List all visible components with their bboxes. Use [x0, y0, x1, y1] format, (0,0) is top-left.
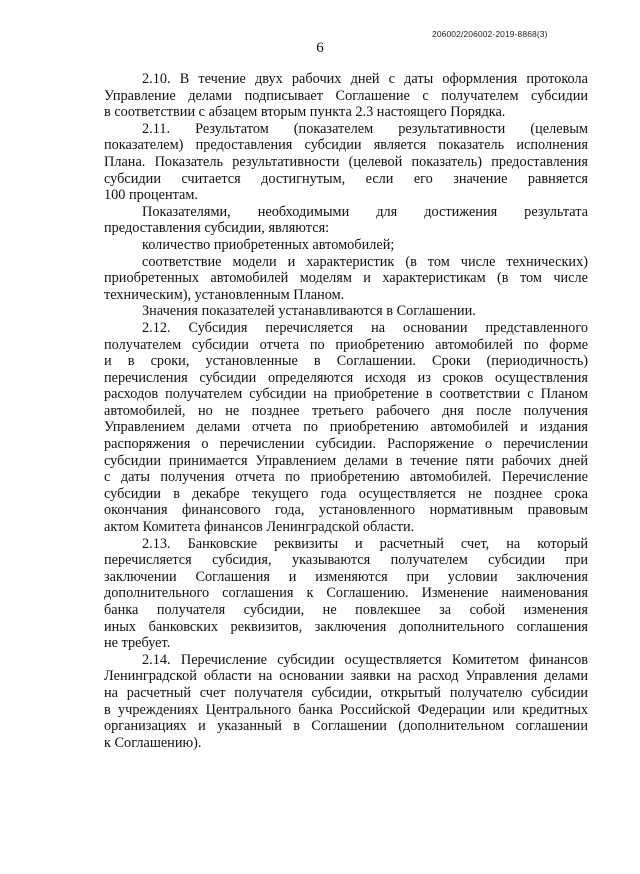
- body-text-line: соответствие модели и характеристик (в том числе технических): [142, 253, 588, 270]
- body-text-line: Показателями, необходимыми для достижения результата: [142, 203, 588, 220]
- body-text-line: расходов получателем субсидии на приобретение в соответствии с Планом: [104, 386, 588, 403]
- body-text-line: Управлением делами отчета по приобретению автомобилей и издания: [104, 419, 588, 436]
- body-text-line: 2.13. Банковские реквизиты и расчетный счет, на который: [142, 535, 588, 552]
- body-text-line: 100 процентам.: [104, 187, 199, 204]
- body-text-line: Значения показателей устанавливаются в Соглашении.: [142, 303, 476, 320]
- body-text-line: показателем) предоставления субсидии является показатель исполнения: [104, 137, 588, 154]
- body-text-line: субсидии принимается Управлением делами в течение пяти рабочих дней: [104, 452, 588, 469]
- body-text-line: 2.11. Результатом (показателем результативности (целевым: [142, 120, 588, 137]
- body-text-line: 2.10. В течение двух рабочих дней с даты оформления протокола: [142, 71, 588, 87]
- body-text-line: автомобилей, но не позднее третьего рабочего дня после получения: [104, 402, 588, 419]
- body-text-line: субсидии считается достигнутым, если его значение равняется: [104, 170, 588, 187]
- body-text-line: организациях и указанный в Соглашении (дополнительном соглашении: [104, 718, 588, 735]
- body-text-line: количество приобретенных автомобилей;: [142, 236, 395, 253]
- body-text-line: заключении Соглашения и изменяются при условии заключения: [104, 568, 588, 585]
- body-text-line: Плана. Показатель результативности (целевой показатель) предоставления: [104, 153, 588, 170]
- body-text-line: к Соглашению).: [104, 734, 202, 751]
- page-number: 6: [316, 40, 324, 56]
- body-text-line: не требует.: [104, 635, 171, 652]
- body-text-line: получателем субсидии отчета по приобретению автомобилей по форме: [104, 336, 588, 353]
- body-text-line: в соответствии с абзацем вторым пункта 2.3 настоящего Порядка.: [104, 104, 506, 121]
- body-text-line: актом Комитета финансов Ленинградской области.: [104, 519, 415, 536]
- document-registration-number: 206002/206002-2019-8868(3): [432, 29, 548, 39]
- body-text-line: на расчетный счет получателя субсидии, открытый получателю субсидии: [104, 684, 588, 701]
- body-text-line: с даты получения отчета по приобретению автомобилей. Перечисление: [104, 469, 588, 486]
- body-text-line: приобретенных автомобилей моделям и характеристикам (в том числе: [104, 270, 588, 287]
- body-text-line: Ленинградской области на основании заявки на расход Управления делами: [104, 668, 588, 685]
- body-text-line: банка получателя субсидии, не повлекшее за собой изменения: [104, 602, 588, 618]
- body-text-line: перечисления субсидии определяются исходя из сроков осуществления: [104, 369, 588, 386]
- body-text-line: перечисляется субсидия, указываются получателем субсидии при: [104, 552, 588, 569]
- body-text-line: в учреждениях Центрального банка Российской Федерации или кредитных: [104, 701, 588, 718]
- body-text-line: дополнительного соглашения к Соглашению. Изменение наименования: [104, 585, 588, 602]
- body-text-line: предоставления субсидии, являются:: [104, 220, 330, 237]
- body-text-line: субсидии в декабре текущего года осуществляется не позднее срока: [104, 485, 588, 502]
- body-text-line: 2.14. Перечисление субсидии осуществляется Комитетом финансов: [142, 651, 588, 668]
- body-text-line: техническим), установленным Планом.: [104, 286, 345, 303]
- document-body: [104, 71, 588, 751]
- body-text-line: Управление делами подписывает Соглашение с получателем субсидии: [104, 87, 588, 104]
- body-text-line: распоряжения о перечислении субсидии. Распоряжение о перечислении: [104, 436, 588, 453]
- body-text-line: и в сроки, установленные в Соглашении. Сроки (периодичность): [104, 353, 588, 370]
- body-text-line: 2.12. Субсидия перечисляется на основании представленного: [142, 319, 588, 336]
- body-text-line: иных банковских реквизитов, заключения дополнительного соглашения: [104, 618, 588, 635]
- body-text-line: окончания финансового года, установленного нормативным правовым: [104, 502, 588, 519]
